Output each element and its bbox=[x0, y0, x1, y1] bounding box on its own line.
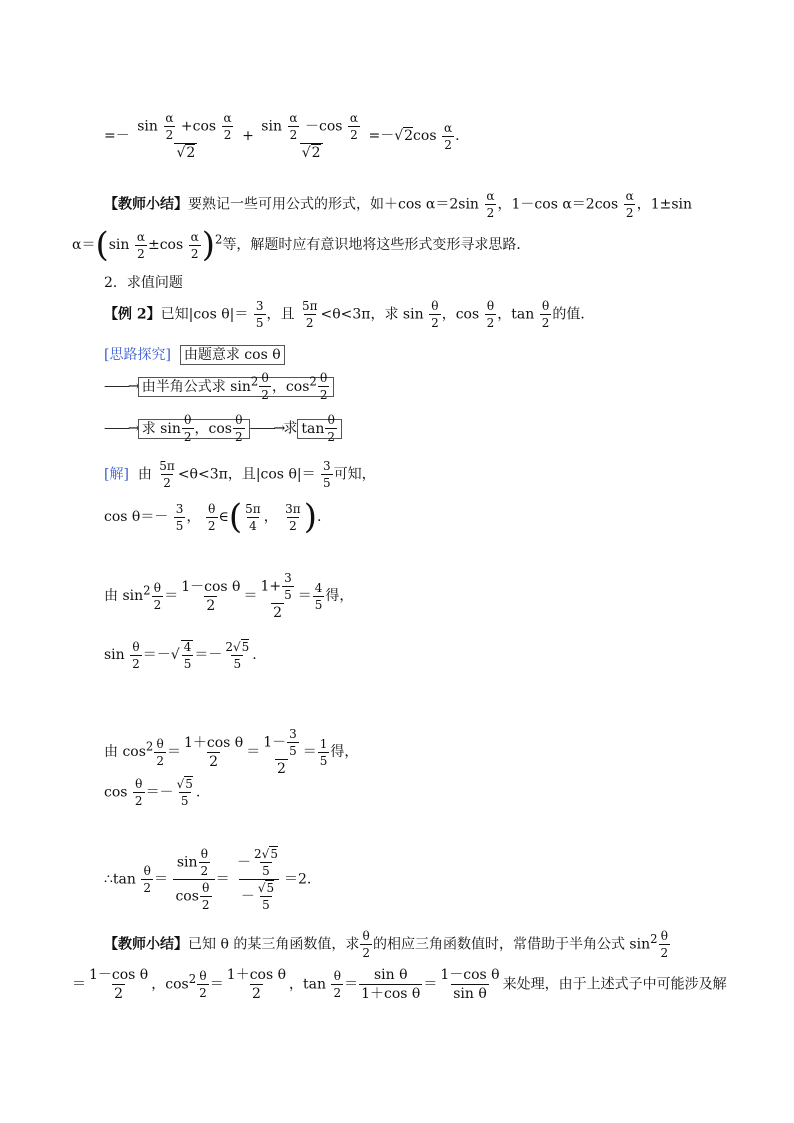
sq: 2 bbox=[145, 739, 154, 754]
five: 5 bbox=[175, 518, 184, 533]
summary1-line1 bbox=[104, 190, 692, 219]
sol-l1a: 由 bbox=[137, 466, 152, 483]
eq: ＝ bbox=[166, 744, 181, 760]
five: 5 bbox=[183, 657, 192, 671]
eq: ＝ bbox=[154, 871, 168, 888]
solution-line1 bbox=[104, 460, 376, 489]
two: 2 bbox=[486, 316, 495, 330]
eq: ＝ bbox=[302, 744, 317, 760]
sqrt2: 2 bbox=[186, 145, 196, 161]
theta: θ bbox=[208, 501, 216, 516]
two: 2 bbox=[153, 597, 162, 612]
tan: tan bbox=[301, 420, 325, 437]
five: 5 bbox=[284, 588, 292, 602]
two: 2 bbox=[156, 753, 164, 768]
two: 2 bbox=[305, 316, 314, 330]
comma: ， bbox=[263, 509, 278, 525]
three: 3 bbox=[284, 571, 292, 585]
five: 5 bbox=[255, 316, 264, 330]
four: 4 bbox=[183, 640, 192, 654]
three: 3 bbox=[323, 459, 331, 473]
sq: 2 bbox=[188, 971, 197, 986]
one-plus: 1+ bbox=[260, 578, 282, 595]
ex-t2: ，且 bbox=[266, 306, 295, 323]
theta: θ bbox=[132, 639, 140, 654]
sqrt5: 5 bbox=[241, 639, 250, 654]
alpha: α bbox=[625, 189, 634, 203]
two: 2 bbox=[114, 986, 124, 1002]
neg: ＝－ bbox=[194, 647, 223, 663]
approach-box2 bbox=[138, 371, 335, 402]
sin-theta: sin θ bbox=[373, 967, 408, 983]
alpha: α bbox=[349, 111, 359, 125]
eq: ＝ bbox=[209, 976, 224, 993]
five: 5 bbox=[262, 898, 270, 912]
sol-l1c: 可知， bbox=[333, 466, 376, 483]
theta: θ bbox=[327, 413, 335, 427]
approach-line2 bbox=[104, 372, 334, 401]
two: 2 bbox=[319, 388, 328, 402]
theta: θ bbox=[135, 777, 143, 791]
eq: ＝ bbox=[215, 871, 230, 888]
eq-prefix: =－ bbox=[104, 128, 130, 144]
ex-t3: <θ<3π，求 sin bbox=[320, 306, 424, 323]
in: ∈ bbox=[218, 509, 229, 525]
eq: ＝ bbox=[297, 588, 312, 604]
fivepi: 5π bbox=[159, 459, 175, 473]
theta: θ bbox=[184, 413, 192, 427]
box2-mid: ，cos bbox=[271, 378, 310, 395]
sqrt2: 2 bbox=[311, 145, 321, 161]
summary2-end: 来处理，由于上述式子中可能涉及解 bbox=[502, 976, 727, 993]
t1-pluscos: +cos bbox=[180, 118, 217, 135]
two: 2 bbox=[289, 128, 298, 142]
period: . bbox=[316, 509, 322, 525]
solution-line5 bbox=[104, 728, 358, 776]
theta: θ bbox=[320, 371, 328, 385]
four: 4 bbox=[314, 580, 323, 595]
tan-label: ，tan bbox=[289, 976, 327, 993]
two: 2 bbox=[134, 794, 143, 808]
two: 2 bbox=[199, 986, 207, 1000]
approach-box4 bbox=[297, 413, 342, 444]
four: 4 bbox=[249, 518, 257, 533]
box2-text: 由半角公式求 sin bbox=[141, 378, 251, 395]
sqrt5: 5 bbox=[270, 847, 278, 861]
sol-l2a: cos θ＝－ bbox=[104, 509, 169, 525]
t2-sin: sin bbox=[261, 118, 282, 135]
two: 2 bbox=[165, 128, 174, 142]
five: 5 bbox=[262, 864, 270, 878]
one-minus-cos: 1－cos θ bbox=[181, 578, 241, 595]
sol-l5a: 由 cos bbox=[104, 744, 146, 760]
de: 得， bbox=[325, 588, 354, 604]
theta: θ bbox=[660, 929, 668, 943]
sol-l3a: 由 sin bbox=[104, 588, 144, 604]
eq-result: =－ bbox=[368, 128, 395, 144]
approach-box1: 由题意求 cos θ bbox=[180, 345, 285, 365]
two: 2 bbox=[273, 605, 283, 621]
two: 2 bbox=[234, 430, 243, 444]
alpha: α bbox=[289, 111, 298, 125]
sol-l6a: cos bbox=[104, 784, 128, 801]
neg: － bbox=[240, 888, 255, 905]
arrow: ——→ bbox=[249, 420, 284, 437]
neg: ＝－ bbox=[142, 647, 171, 663]
alpha-eq: α＝ bbox=[72, 237, 96, 253]
example-tag: 【例 2】 bbox=[104, 306, 161, 323]
cos-label: ，cos bbox=[151, 976, 189, 993]
five: 5 bbox=[233, 656, 242, 671]
solution-line4: sin $\frac{\theta}{2}$ ＝－√ $\frac{4}{5}$ ＝－ $\frac{2√5}{5}$ . bbox=[104, 639, 257, 671]
sq: 2 bbox=[650, 931, 658, 946]
five: 5 bbox=[319, 753, 328, 768]
box4-text: 求 bbox=[283, 420, 298, 437]
eq: ＝ bbox=[164, 588, 179, 604]
five: 5 bbox=[180, 794, 189, 808]
t1-sin: sin bbox=[137, 118, 158, 135]
alpha: α bbox=[165, 111, 174, 125]
three: 3 bbox=[255, 299, 264, 313]
period: . bbox=[195, 784, 201, 801]
two: 2 bbox=[444, 137, 452, 152]
t2-minuscos: －cos bbox=[304, 118, 343, 135]
period: . bbox=[252, 647, 257, 663]
five: 5 bbox=[323, 476, 331, 490]
theta: θ bbox=[486, 299, 495, 313]
two: 2 bbox=[277, 761, 286, 777]
summary1-tail: ，1±sin bbox=[636, 196, 693, 213]
summary1-line2: α＝(sin $\frac{\alpha}{2}$ ±cos $\frac{\alpha}{2}$ )$^2$等，解题时应有意识地将这些形式变形寻求思路． bbox=[72, 225, 531, 265]
sol-l7a: ∴tan bbox=[104, 871, 136, 888]
eq: ＝ bbox=[72, 976, 86, 993]
five: 5 bbox=[289, 744, 297, 758]
eq-plus: + bbox=[242, 128, 254, 144]
sq: 2 bbox=[250, 373, 259, 388]
theta: θ bbox=[199, 969, 207, 983]
summary1-text1: 要熟记一些可用公式的形式，如＋cos α＝2sin bbox=[188, 196, 479, 213]
solution-line7: ∴tan $\frac{\theta}{2}$ ＝ sin $\frac{\theta}{2}$ cos $\frac{\theta}{2}$ ＝ － $\frac{2√5}{5}$ － $\frac{√5}{5}$ ＝2. bbox=[104, 847, 312, 912]
one-plus-cos: 1＋cos θ bbox=[361, 986, 421, 1002]
one-minus: 1－ bbox=[263, 734, 287, 751]
two: 2 bbox=[660, 946, 669, 960]
theta: θ bbox=[431, 299, 439, 313]
box3-mid: ，cos bbox=[194, 420, 232, 437]
solution-tag: [解] bbox=[104, 466, 129, 483]
theta: θ bbox=[333, 969, 341, 983]
ex-tan: ，tan bbox=[497, 306, 535, 323]
two: 2 bbox=[289, 518, 297, 533]
section-title: 2．求值问题 bbox=[104, 275, 183, 291]
summary1-end: 等，解题时应有意识地将这些形式变形寻求思路． bbox=[222, 237, 531, 253]
de: 得， bbox=[330, 744, 359, 760]
two: 2 bbox=[143, 881, 151, 895]
sin: sin bbox=[108, 237, 130, 253]
two: 2 bbox=[251, 986, 261, 1002]
approach-tag: [思路探究] bbox=[104, 347, 171, 363]
solution-line6: cos $\frac{\theta}{2}$ ＝－ $\frac{√5}{5}$ . bbox=[104, 777, 201, 808]
theta: θ bbox=[153, 580, 161, 595]
ex-t4: 的值． bbox=[552, 306, 595, 323]
fivepi: 5π bbox=[301, 299, 318, 313]
theta: θ bbox=[202, 881, 210, 895]
cos: cos bbox=[175, 888, 199, 905]
period: . bbox=[455, 128, 460, 144]
approach-box3 bbox=[138, 413, 250, 444]
summary1-tag: 【教师小结】 bbox=[104, 196, 188, 213]
summary2-line2 bbox=[72, 968, 727, 1001]
two: 2 bbox=[254, 847, 262, 861]
fraction-term1: sin $\frac{\alpha}{2}$ +cos $\frac{\alpha}{2}$ √2 bbox=[137, 111, 232, 161]
two: 2 bbox=[209, 753, 219, 770]
alpha: α bbox=[136, 229, 145, 244]
eq: ＝ bbox=[344, 976, 359, 993]
two: 2 bbox=[200, 864, 209, 878]
two: 2 bbox=[261, 388, 269, 402]
eq: ＝ bbox=[423, 976, 438, 993]
plus-minus: ± bbox=[147, 237, 160, 253]
two: 2 bbox=[541, 316, 550, 330]
theta: θ bbox=[235, 413, 243, 427]
one: 1 bbox=[319, 736, 328, 751]
sin: sin bbox=[176, 854, 198, 871]
sin-theta: sin θ bbox=[453, 986, 487, 1002]
solution-line2: cos θ＝－ $\frac{3}{5}$ ， $\frac{\theta}{2}$ ∈( $\frac{5\pi}{4}$ ， $\frac{3\pi}{2}$ ). bbox=[104, 497, 322, 537]
two: 2 bbox=[132, 656, 140, 671]
two: 2 bbox=[486, 206, 495, 220]
approach-line1 bbox=[104, 348, 285, 362]
two: 2 bbox=[183, 430, 192, 444]
cos: cos bbox=[159, 237, 184, 253]
two: 2 bbox=[206, 597, 216, 614]
threepi: 3π bbox=[285, 501, 301, 516]
alpha: α bbox=[190, 229, 199, 244]
two: 2 bbox=[137, 246, 145, 261]
theta: θ bbox=[156, 736, 164, 751]
summary1-mid: ，1－cos α＝2cos bbox=[497, 196, 619, 213]
sol-l4a: sin bbox=[104, 647, 125, 663]
summary2-text2: 的相应三角函数值时，常借助于半角公式 sin bbox=[372, 936, 651, 953]
sq: 2 bbox=[143, 583, 151, 598]
box3-text: 求 sin bbox=[141, 420, 181, 437]
arrow: ——→ bbox=[104, 378, 138, 395]
neg: ＝－ bbox=[145, 784, 174, 801]
result-cos: cos bbox=[413, 128, 437, 144]
solution-line3 bbox=[104, 572, 353, 620]
two: 2 bbox=[333, 986, 342, 1000]
one-minus-cos: 1－cos θ bbox=[440, 967, 500, 983]
two: 2 bbox=[350, 128, 358, 142]
fivepi: 5π bbox=[245, 501, 261, 516]
summary2-text1: 已知 θ 的某三角函数值，求 bbox=[188, 936, 360, 953]
two: 2 bbox=[207, 518, 216, 533]
eq2: ＝2. bbox=[283, 871, 312, 888]
five: 5 bbox=[314, 597, 323, 612]
equation-top: =－ sin $\frac{\alpha}{2}$ +cos $\frac{\alpha}{2}$ √2 + sin $\frac{\alpha}{2}$ －cos $\frac{\alpha}{2}$ √2 =－√2cos $\frac{\alpha}{2}$ . bbox=[104, 111, 460, 161]
ex-cos: ，cos bbox=[441, 306, 480, 323]
sqrt5: 5 bbox=[266, 881, 275, 895]
summary2-line1 bbox=[104, 930, 671, 959]
theta: θ bbox=[261, 371, 269, 385]
alpha: α bbox=[223, 111, 232, 125]
alpha: α bbox=[486, 189, 495, 203]
one-plus-cos: 1＋cos θ bbox=[183, 734, 244, 751]
exponent: 2 bbox=[215, 232, 223, 247]
eq: ＝ bbox=[243, 588, 258, 604]
two: 2 bbox=[362, 946, 370, 960]
one-minus-cos: 1－cos θ bbox=[89, 967, 149, 983]
two: 2 bbox=[625, 206, 634, 220]
two: 2 bbox=[327, 430, 335, 444]
arrow: ——→ bbox=[104, 420, 138, 437]
fraction-term2: sin $\frac{\alpha}{2}$ －cos $\frac{\alpha}{2}$ √2 bbox=[261, 111, 359, 161]
summary2-tag: 【教师小结】 bbox=[104, 936, 188, 953]
two: 2 bbox=[163, 476, 171, 490]
approach-line3 bbox=[104, 414, 342, 443]
two: 2 bbox=[201, 898, 210, 912]
two: 2 bbox=[431, 316, 439, 330]
example2 bbox=[104, 300, 594, 329]
sol-l2b: ， bbox=[186, 509, 201, 525]
theta: θ bbox=[143, 864, 151, 878]
neg: － bbox=[237, 854, 252, 871]
one-plus-cos: 1＋cos θ bbox=[226, 967, 287, 983]
theta: θ bbox=[200, 847, 208, 861]
sqrt5: 5 bbox=[185, 777, 193, 791]
three: 3 bbox=[175, 501, 184, 516]
eq: ＝ bbox=[246, 744, 261, 760]
ex-t1: 已知|cos θ|＝ bbox=[160, 306, 249, 323]
sol-l1b: <θ<3π，且|cos θ|＝ bbox=[177, 466, 316, 483]
sqrt2: 2 bbox=[404, 128, 414, 144]
two: 2 bbox=[225, 639, 233, 654]
alpha: α bbox=[443, 120, 453, 135]
two: 2 bbox=[190, 246, 199, 261]
sq: 2 bbox=[309, 373, 317, 388]
theta: θ bbox=[362, 929, 370, 943]
three: 3 bbox=[289, 727, 297, 741]
two: 2 bbox=[223, 128, 232, 142]
theta: θ bbox=[541, 299, 550, 313]
